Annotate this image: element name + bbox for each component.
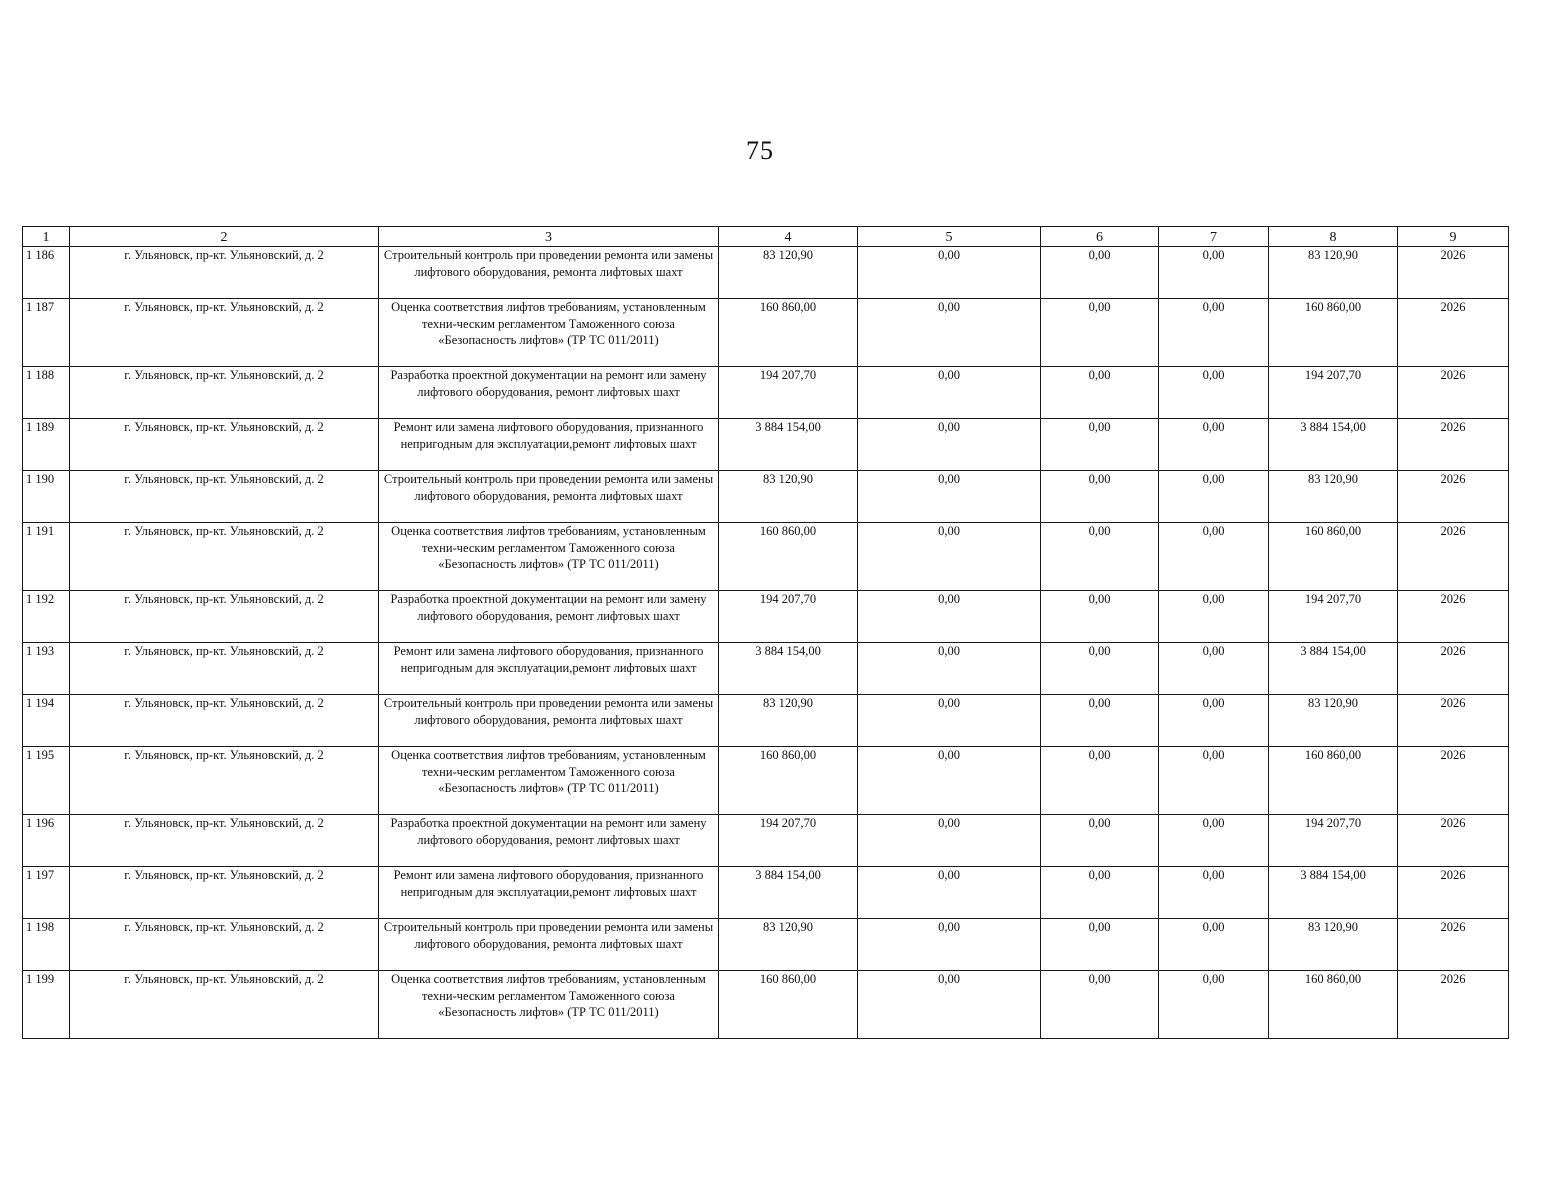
col7-cell: 0,00 (1159, 523, 1269, 591)
table-row (23, 299, 1509, 367)
col7-cell: 0,00 (1159, 919, 1269, 971)
col8-cell: 160 860,00 (1269, 971, 1398, 1039)
total-cost-cell: 194 207,70 (719, 591, 858, 643)
row-number: 1 198 (23, 919, 70, 971)
col8-cell: 83 120,90 (1269, 247, 1398, 299)
year-cell: 2026 (1398, 247, 1509, 299)
col7-cell: 0,00 (1159, 471, 1269, 523)
header-cell-3: 3 (379, 227, 719, 247)
year-cell: 2026 (1398, 747, 1509, 815)
header-cell-4: 4 (719, 227, 858, 247)
year-cell: 2026 (1398, 591, 1509, 643)
total-cost-cell: 160 860,00 (719, 299, 858, 367)
col8-cell: 160 860,00 (1269, 523, 1398, 591)
col5-cell: 0,00 (858, 247, 1041, 299)
total-cost-cell: 160 860,00 (719, 747, 858, 815)
col8-cell: 194 207,70 (1269, 367, 1398, 419)
work-type-cell: Оценка соответствия лифтов требованиям, установленным техни-ческим регламентом Таможенного союза «Безопасность лифтов» (ТР ТС 011/2011) (379, 299, 719, 367)
total-cost-cell: 83 120,90 (719, 471, 858, 523)
address-cell: г. Ульяновск, пр-кт. Ульяновский, д. 2 (70, 419, 379, 471)
col7-cell: 0,00 (1159, 591, 1269, 643)
address-cell: г. Ульяновск, пр-кт. Ульяновский, д. 2 (70, 471, 379, 523)
col6-cell: 0,00 (1041, 747, 1159, 815)
table-row (23, 367, 1509, 419)
total-cost-cell: 3 884 154,00 (719, 419, 858, 471)
year-cell: 2026 (1398, 471, 1509, 523)
col8-cell: 3 884 154,00 (1269, 419, 1398, 471)
col7-cell: 0,00 (1159, 695, 1269, 747)
address-cell: г. Ульяновск, пр-кт. Ульяновский, д. 2 (70, 299, 379, 367)
table-header (23, 227, 1509, 247)
address-cell: г. Ульяновск, пр-кт. Ульяновский, д. 2 (70, 971, 379, 1039)
table-row (23, 747, 1509, 815)
table-row (23, 643, 1509, 695)
year-cell: 2026 (1398, 419, 1509, 471)
col8-cell: 83 120,90 (1269, 695, 1398, 747)
address-cell: г. Ульяновск, пр-кт. Ульяновский, д. 2 (70, 643, 379, 695)
col6-cell: 0,00 (1041, 523, 1159, 591)
total-cost-cell: 83 120,90 (719, 919, 858, 971)
address-cell: г. Ульяновск, пр-кт. Ульяновский, д. 2 (70, 695, 379, 747)
header-cell-9: 9 (1398, 227, 1509, 247)
col5-cell: 0,00 (858, 643, 1041, 695)
work-type-cell: Оценка соответствия лифтов требованиям, установленным техни-ческим регламентом Таможенного союза «Безопасность лифтов» (ТР ТС 011/2011) (379, 971, 719, 1039)
col8-cell: 194 207,70 (1269, 815, 1398, 867)
row-number: 1 188 (23, 367, 70, 419)
col7-cell: 0,00 (1159, 247, 1269, 299)
col6-cell: 0,00 (1041, 367, 1159, 419)
address-cell: г. Ульяновск, пр-кт. Ульяновский, д. 2 (70, 747, 379, 815)
col6-cell: 0,00 (1041, 643, 1159, 695)
col5-cell: 0,00 (858, 299, 1041, 367)
year-cell: 2026 (1398, 523, 1509, 591)
col5-cell: 0,00 (858, 591, 1041, 643)
col8-cell: 160 860,00 (1269, 747, 1398, 815)
year-cell: 2026 (1398, 367, 1509, 419)
col6-cell: 0,00 (1041, 299, 1159, 367)
col6-cell: 0,00 (1041, 919, 1159, 971)
total-cost-cell: 3 884 154,00 (719, 867, 858, 919)
col7-cell: 0,00 (1159, 867, 1269, 919)
table-row (23, 971, 1509, 1039)
col8-cell: 3 884 154,00 (1269, 867, 1398, 919)
col5-cell: 0,00 (858, 471, 1041, 523)
col5-cell: 0,00 (858, 523, 1041, 591)
address-cell: г. Ульяновск, пр-кт. Ульяновский, д. 2 (70, 815, 379, 867)
row-number: 1 196 (23, 815, 70, 867)
row-number: 1 197 (23, 867, 70, 919)
year-cell: 2026 (1398, 867, 1509, 919)
col5-cell: 0,00 (858, 419, 1041, 471)
row-number: 1 192 (23, 591, 70, 643)
col5-cell: 0,00 (858, 971, 1041, 1039)
table-row (23, 523, 1509, 591)
header-cell-8: 8 (1269, 227, 1398, 247)
total-cost-cell: 3 884 154,00 (719, 643, 858, 695)
header-cell-2: 2 (70, 227, 379, 247)
total-cost-cell: 83 120,90 (719, 247, 858, 299)
col5-cell: 0,00 (858, 367, 1041, 419)
col7-cell: 0,00 (1159, 643, 1269, 695)
col7-cell: 0,00 (1159, 419, 1269, 471)
table-body (23, 247, 1509, 1039)
row-number: 1 193 (23, 643, 70, 695)
total-cost-cell: 194 207,70 (719, 367, 858, 419)
work-type-cell: Строительный контроль при проведении ремонта или замены лифтового оборудования, ремонта лифтовых шахт (379, 919, 719, 971)
address-cell: г. Ульяновск, пр-кт. Ульяновский, д. 2 (70, 523, 379, 591)
row-number: 1 191 (23, 523, 70, 591)
work-type-cell: Ремонт или замена лифтового оборудования, признанного непригодным для эксплуатации,ремонт лифтовых шахт (379, 419, 719, 471)
work-type-cell: Ремонт или замена лифтового оборудования, признанного непригодным для эксплуатации,ремонт лифтовых шахт (379, 643, 719, 695)
col6-cell: 0,00 (1041, 971, 1159, 1039)
address-cell: г. Ульяновск, пр-кт. Ульяновский, д. 2 (70, 247, 379, 299)
work-type-cell: Разработка проектной документации на ремонт или замену лифтового оборудования, ремонт лифтовых шахт (379, 815, 719, 867)
register-table (22, 226, 1509, 1039)
col7-cell: 0,00 (1159, 815, 1269, 867)
col5-cell: 0,00 (858, 695, 1041, 747)
row-number: 1 190 (23, 471, 70, 523)
work-type-cell: Оценка соответствия лифтов требованиям, установленным техни-ческим регламентом Таможенного союза «Безопасность лифтов» (ТР ТС 011/2011) (379, 747, 719, 815)
col8-cell: 83 120,90 (1269, 471, 1398, 523)
header-cell-5: 5 (858, 227, 1041, 247)
year-cell: 2026 (1398, 971, 1509, 1039)
table-row (23, 867, 1509, 919)
col6-cell: 0,00 (1041, 815, 1159, 867)
year-cell: 2026 (1398, 919, 1509, 971)
address-cell: г. Ульяновск, пр-кт. Ульяновский, д. 2 (70, 919, 379, 971)
work-type-cell: Строительный контроль при проведении ремонта или замены лифтового оборудования, ремонта лифтовых шахт (379, 471, 719, 523)
total-cost-cell: 160 860,00 (719, 523, 858, 591)
work-type-cell: Оценка соответствия лифтов требованиям, установленным техни-ческим регламентом Таможенного союза «Безопасность лифтов» (ТР ТС 011/2011) (379, 523, 719, 591)
table-row (23, 419, 1509, 471)
header-row (23, 227, 1509, 247)
col6-cell: 0,00 (1041, 471, 1159, 523)
table-row (23, 591, 1509, 643)
col8-cell: 194 207,70 (1269, 591, 1398, 643)
row-number: 1 189 (23, 419, 70, 471)
col7-cell: 0,00 (1159, 367, 1269, 419)
table-row (23, 815, 1509, 867)
work-type-cell: Разработка проектной документации на ремонт или замену лифтового оборудования, ремонт лифтовых шахт (379, 591, 719, 643)
header-cell-7: 7 (1159, 227, 1269, 247)
header-cell-1: 1 (23, 227, 70, 247)
col5-cell: 0,00 (858, 919, 1041, 971)
table-row (23, 471, 1509, 523)
col6-cell: 0,00 (1041, 591, 1159, 643)
year-cell: 2026 (1398, 643, 1509, 695)
row-number: 1 187 (23, 299, 70, 367)
table-row (23, 919, 1509, 971)
work-type-cell: Ремонт или замена лифтового оборудования, признанного непригодным для эксплуатации,ремонт лифтовых шахт (379, 867, 719, 919)
col8-cell: 3 884 154,00 (1269, 643, 1398, 695)
total-cost-cell: 194 207,70 (719, 815, 858, 867)
total-cost-cell: 160 860,00 (719, 971, 858, 1039)
col5-cell: 0,00 (858, 747, 1041, 815)
col8-cell: 83 120,90 (1269, 919, 1398, 971)
address-cell: г. Ульяновск, пр-кт. Ульяновский, д. 2 (70, 867, 379, 919)
col5-cell: 0,00 (858, 867, 1041, 919)
col7-cell: 0,00 (1159, 971, 1269, 1039)
row-number: 1 199 (23, 971, 70, 1039)
total-cost-cell: 83 120,90 (719, 695, 858, 747)
year-cell: 2026 (1398, 299, 1509, 367)
col6-cell: 0,00 (1041, 247, 1159, 299)
table-row (23, 695, 1509, 747)
col8-cell: 160 860,00 (1269, 299, 1398, 367)
row-number: 1 186 (23, 247, 70, 299)
address-cell: г. Ульяновск, пр-кт. Ульяновский, д. 2 (70, 367, 379, 419)
col5-cell: 0,00 (858, 815, 1041, 867)
col7-cell: 0,00 (1159, 747, 1269, 815)
work-type-cell: Строительный контроль при проведении ремонта или замены лифтового оборудования, ремонта лифтовых шахт (379, 247, 719, 299)
address-cell: г. Ульяновск, пр-кт. Ульяновский, д. 2 (70, 591, 379, 643)
col6-cell: 0,00 (1041, 867, 1159, 919)
work-type-cell: Строительный контроль при проведении ремонта или замены лифтового оборудования, ремонта лифтовых шахт (379, 695, 719, 747)
work-type-cell: Разработка проектной документации на ремонт или замену лифтового оборудования, ремонт лифтовых шахт (379, 367, 719, 419)
header-cell-6: 6 (1041, 227, 1159, 247)
col6-cell: 0,00 (1041, 695, 1159, 747)
year-cell: 2026 (1398, 695, 1509, 747)
row-number: 1 195 (23, 747, 70, 815)
col6-cell: 0,00 (1041, 419, 1159, 471)
page-number: 75 (746, 136, 774, 165)
col7-cell: 0,00 (1159, 299, 1269, 367)
table-row (23, 247, 1509, 299)
row-number: 1 194 (23, 695, 70, 747)
year-cell: 2026 (1398, 815, 1509, 867)
